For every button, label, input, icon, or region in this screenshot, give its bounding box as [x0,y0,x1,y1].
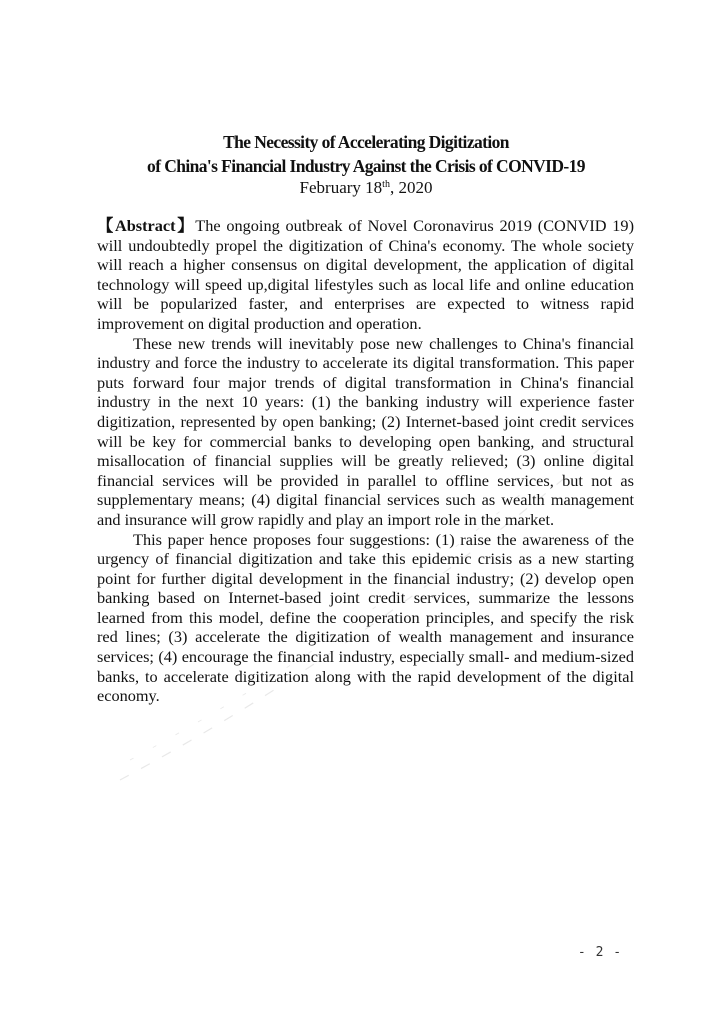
abstract-paragraph-1 [97,216,634,334]
page-number: - 2 - [577,945,623,960]
abstract-paragraph-3: This paper hence proposes four suggestions: (1) raise the awareness of the urgency of financial digitization and take this epidemic crisis as a new starting point for further digital development in the financial industry; (2) develop open banking based on Internet-based joint credit services, summarize the lessons learned from this model, define the cooperation principles, and specify the risk red lines; (3) accelerate the digitization of wealth management and insurance services; (4) encourage the financial industry, especially small- and medium-sized banks, to accelerate digitization along with the rapid development of the digital economy. [97,529,634,706]
document-title-line-1: The Necessity of Accelerating Digitization [223,132,509,152]
abstract-paragraph-2: These new trends will inevitably pose new challenges to China's financial industry and force the industry to accelerate its digital transformation. This paper puts forward four major trends of digital transformation in China's financial industry in the next 10 years: (1) the banking industry will experience faster digitization, represented by open banking; (2) Internet-based joint credit services will be key for commercial banks to developing open banking, and structural misallocation of financial supplies will be greatly relieved; (3) online digital financial services will be provided in parallel to offline services, but not as supplementary means; (4) digital financial services such as wealth management and insurance will grow rapidly and play an import role in the market. [97,333,634,529]
abstract-label: 【Abstract】 [97,216,196,235]
abstract-paragraph-1-text: The ongoing outbreak of Novel Coronavirus 2019 (CONVID 19) will undoubtedly propel the digitization of China's economy. The whole society will reach a higher consensus on digital development, the application of digital technology will speed up,digital lifestyles such as local life and online education will be popularized faster, and enterprises are expected to witness rapid improvement on digital production and operation. [97,216,634,333]
date-suffix: th [382,179,390,190]
date-tail: , 2020 [389,178,433,197]
document-date [60,177,672,199]
date-main: February 18 [299,178,383,197]
abstract-section [97,216,634,706]
document-title-line-2: of China's Financial Industry Against the Crisis of CONVID-19 [147,156,585,176]
